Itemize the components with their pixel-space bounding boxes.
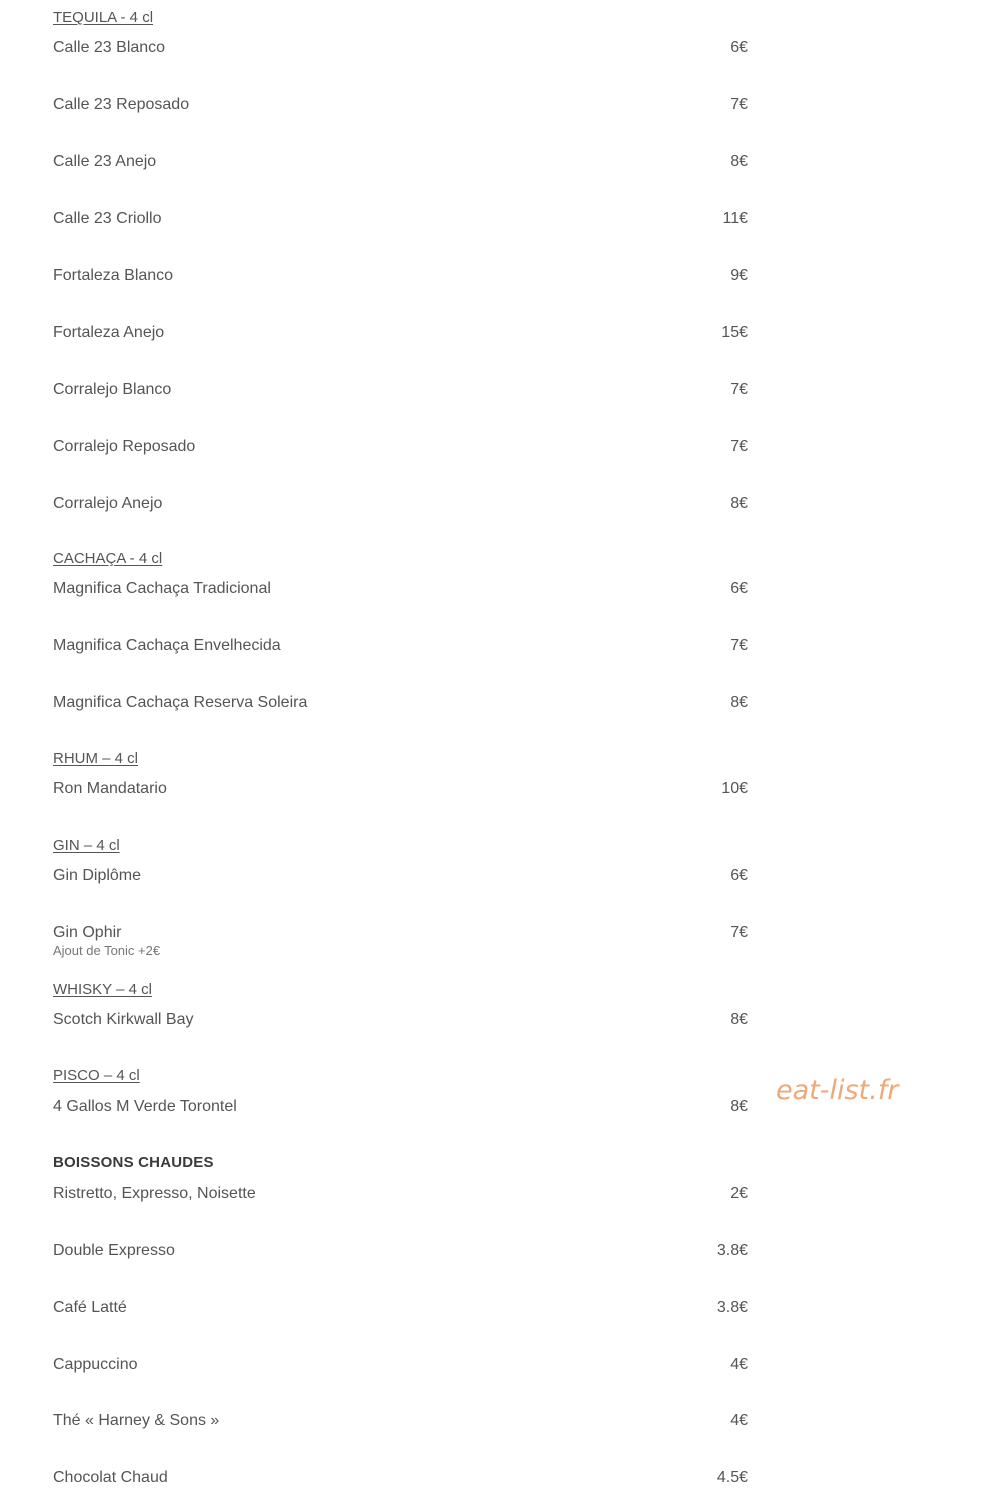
item-price: 7€ (730, 924, 748, 941)
menu-item (53, 152, 748, 174)
section-heading-row (53, 836, 748, 858)
section-heading-row (53, 8, 748, 30)
item-name: Chocolat Chaud (53, 1469, 168, 1486)
menu-item (53, 380, 748, 402)
menu-item (53, 1468, 748, 1490)
item-name: Ristretto, Expresso, Noisette (53, 1185, 256, 1202)
item-price: 3.8€ (716, 1299, 748, 1316)
item-price: 4€ (730, 1412, 748, 1429)
item-name: Café Latté (53, 1299, 127, 1316)
item-price: 7€ (730, 381, 748, 398)
menu-item (53, 1298, 748, 1320)
section-heading: PISCO – 4 cl (53, 1067, 140, 1084)
item-price: 15€ (721, 324, 748, 341)
item-name: Double Expresso (53, 1242, 175, 1259)
item-name: Magnifica Cachaça Envelhecida (53, 637, 281, 654)
menu-item (53, 266, 748, 288)
section-heading-row (53, 549, 748, 571)
item-price: 6€ (730, 580, 748, 597)
menu-item (53, 1355, 748, 1377)
item-name: Scotch Kirkwall Bay (53, 1011, 194, 1028)
item-name: Gin Diplôme (53, 867, 142, 884)
item-price: 3.8€ (716, 1242, 748, 1259)
section-heading: TEQUILA - 4 cl (53, 9, 154, 26)
item-name: Fortaleza Blanco (53, 267, 174, 284)
item-price: 8€ (730, 495, 748, 512)
menu-item (53, 779, 748, 801)
item-price: 10€ (721, 780, 748, 797)
menu-item (53, 437, 748, 459)
item-name: 4 Gallos M Verde Torontel (53, 1098, 237, 1115)
section-heading: CACHAÇA - 4 cl (53, 550, 163, 567)
item-price: 6€ (730, 39, 748, 56)
item-price: 8€ (730, 1098, 748, 1115)
item-name: Cappuccino (53, 1356, 138, 1373)
menu-item (53, 494, 748, 516)
item-name: Magnifica Cachaça Tradicional (53, 580, 271, 597)
item-name: Magnifica Cachaça Reserva Soleira (53, 694, 308, 711)
menu-item (53, 95, 748, 117)
section-heading: RHUM – 4 cl (53, 750, 139, 767)
section-heading-row (53, 1066, 748, 1088)
item-price: 9€ (730, 267, 748, 284)
menu-item (53, 579, 748, 601)
item-price: 6€ (730, 867, 748, 884)
menu-item (53, 1411, 748, 1433)
item-name: Corralejo Blanco (53, 381, 172, 398)
item-price: 4€ (730, 1356, 748, 1373)
item-name: Calle 23 Reposado (53, 96, 190, 113)
item-name: Calle 23 Criollo (53, 210, 162, 227)
item-price: 8€ (730, 1011, 748, 1028)
menu-item (53, 636, 748, 658)
item-name: Calle 23 Blanco (53, 39, 166, 56)
menu-item (53, 1184, 748, 1206)
item-name: Ron Mandatario (53, 780, 167, 797)
item-note: Ajout de Tonic +2€ (53, 943, 161, 958)
menu-item (53, 866, 748, 888)
item-price: 11€ (722, 210, 748, 227)
section-heading-row (53, 1153, 748, 1175)
item-price: 2€ (730, 1185, 748, 1202)
section-heading-row (53, 749, 748, 771)
item-name: Corralejo Reposado (53, 438, 196, 455)
menu-item (53, 1010, 748, 1032)
item-price: 8€ (730, 153, 748, 170)
item-name: Calle 23 Anejo (53, 153, 157, 170)
item-price: 8€ (730, 694, 748, 711)
menu-item (53, 323, 748, 345)
section-heading-row (53, 980, 748, 1002)
item-price: 4.5€ (716, 1469, 748, 1486)
item-name: Thé « Harney & Sons » (53, 1412, 220, 1429)
item-name: Corralejo Anejo (53, 495, 163, 512)
item-price: 7€ (730, 96, 748, 113)
menu-item (53, 38, 748, 60)
menu-item (53, 1241, 748, 1263)
menu-item (53, 1097, 748, 1119)
menu-item (53, 209, 748, 231)
menu-item (53, 693, 748, 715)
section-heading: WHISKY – 4 cl (53, 981, 152, 998)
watermark-logo: eat-list.fr (776, 1075, 899, 1106)
menu-item (53, 923, 748, 958)
section-heading: BOISSONS CHAUDES (53, 1154, 214, 1171)
item-name: Gin Ophir (53, 924, 122, 941)
item-price: 7€ (730, 438, 748, 455)
item-price: 7€ (730, 637, 748, 654)
item-name: Fortaleza Anejo (53, 324, 165, 341)
section-heading: GIN – 4 cl (53, 837, 120, 854)
